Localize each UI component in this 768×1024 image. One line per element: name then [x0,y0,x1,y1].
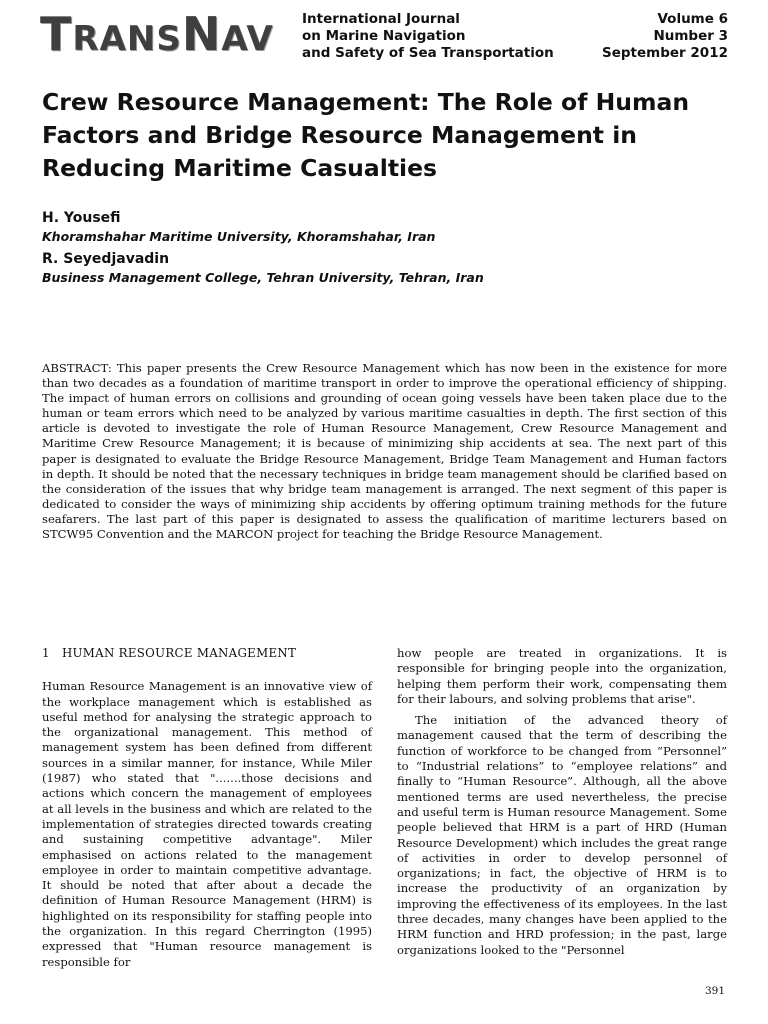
body-paragraph: The initiation of the advanced theory of management caused that the term of describing the function of workforce to be changed from “Personnel” to “Industrial relations” to “employee relations” and finally to “Human Resource”. Although, all the above mentioned terms are used nevertheless, the precise and useful term is Human resource Management. Some people believed that HRM is a part of HRD (Human Resource Development) which includes the great range of activities in order to develop personnel of organizations; in fact, the objective of HRM is to increase the productivity of an organization by improving the effectiveness of its employees. In the last three decades, many changes have been applied to the HRM function and HRD profession; in the past, large organizations looked to the "Personnel [397,713,727,957]
transnav-logo: TRANSNAV [40,7,274,61]
left-column [42,646,372,976]
section-heading: 1 HUMAN RESOURCE MANAGEMENT [42,646,297,660]
issue-info [602,11,728,62]
body-paragraph: Human Resource Management is an innovative view of the workplace management which is established as useful method for analysing the strategic approach to the organizational management. This method of management system has been defined from different sources in a similar manner, for instance, While Miler (1987) who stated that ".......those decisions and actions which concern the management of employees at all levels in the business and which are related to the implementation of strategies directed towards creating and sustaining competitive advantage". Miler emphasised on actions related to the management employee in order to maintain competitive advantage. It should be noted that after about a decade the definition of Human Resource Management (HRM) is highlighted on its responsibility for staffing people into the organization. In this regard Cherrington (1995) expressed that "Human resource management is responsible for [42,679,372,969]
author-name: H. Yousefi [42,210,121,226]
author-affiliation: Khoramshahar Maritime University, Khoramshahar, Iran [42,229,436,244]
author-block [42,209,732,291]
journal-line: International Journal [302,11,460,27]
volume: Volume 6 [657,11,728,27]
issue-number: Number 3 [653,28,728,44]
right-column [397,646,727,964]
body-paragraph: how people are treated in organizations. It is responsible for bringing people into the organization, helping them perform their work, compensating them for their labours, and solving problems that arise". [397,646,727,706]
journal-line: on Marine Navigation [302,28,466,44]
author-name: R. Seyedjavadin [42,251,170,267]
journal-line: and Safety of Sea Transportation [302,45,554,61]
abstract: ABSTRACT: This paper presents the Crew Resource Management which has now been in the existence for more than two decades as a foundation of maritime transport in order to improve the operational efficiency of shipping. The impact of human errors on collisions and grounding of ocean going vessels have been taken place due to the human or team errors which need to be analyzed by various maritime casualties in depth. The first section of this article is devoted to investigate the role of Human Resource Management, Crew Resource Management and Maritime Crew Resource Management; it is because of minimizing ship accidents at sea. The next part of this paper is designated to evaluate the Bridge Resource Management, Bridge Team Management and Human factors in depth. It should be noted that the necessary techniques in bridge team management should be clarified based on the consideration of the issues that why bridge team management is arranged. The next segment of this paper is dedicated to consider the ways of minimizing ship accidents by offering optimum training methods for the future seafarers. The last part of this paper is designated to assess the qualification of maritime lecturers based on STCW95 Convention and the MARCON project for teaching the Bridge Resource Management. [42,361,727,542]
author-affiliation: Business Management College, Tehran University, Tehran, Iran [42,270,484,285]
page-number: 391 [704,985,725,997]
journal-header [40,8,730,64]
paper-title: Crew Resource Management: The Role of Human Factors and Bridge Resource Management in Reducing Maritime Casualties [42,88,690,182]
journal-name [302,11,554,62]
issue-date: September 2012 [602,45,728,61]
